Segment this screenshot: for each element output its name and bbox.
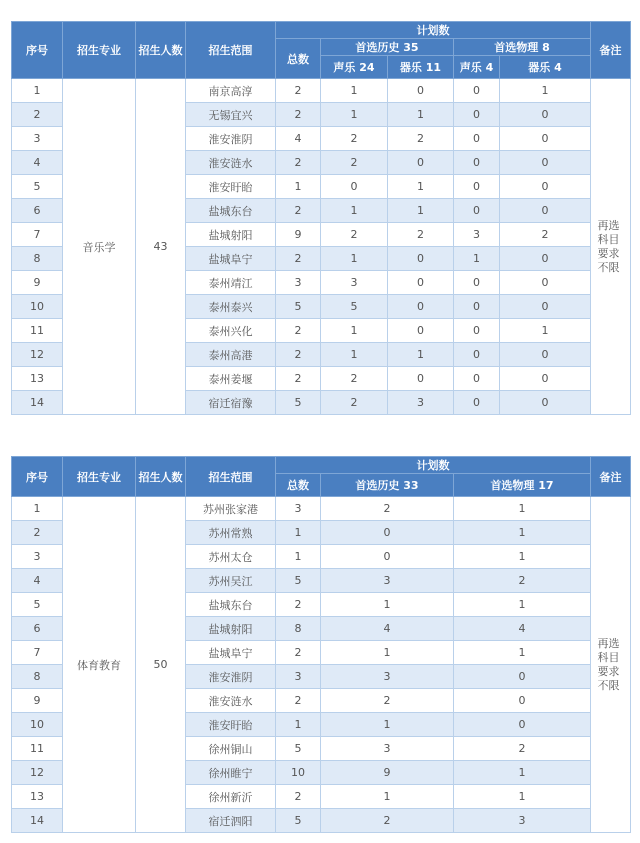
header-seq: 序号 xyxy=(12,22,63,79)
phys-instr-cell: 0 xyxy=(500,343,591,367)
scope-cell: 徐州新沂 xyxy=(186,785,276,809)
phys-instr-cell: 0 xyxy=(500,175,591,199)
phys-vocal-cell: 0 xyxy=(454,151,500,175)
hist-vocal-cell: 1 xyxy=(321,343,388,367)
total-cell: 3 xyxy=(276,271,321,295)
phys-vocal-cell: 0 xyxy=(454,319,500,343)
seq-cell: 10 xyxy=(12,713,63,737)
total-cell: 3 xyxy=(276,665,321,689)
phys-vocal-cell: 0 xyxy=(454,199,500,223)
physics-cell: 1 xyxy=(454,497,591,521)
header-scope: 招生范围 xyxy=(186,22,276,79)
header-history: 首选历史 33 xyxy=(321,474,454,497)
scope-cell: 徐州睢宁 xyxy=(186,761,276,785)
history-cell: 3 xyxy=(321,569,454,593)
phys-vocal-cell: 0 xyxy=(454,271,500,295)
seq-cell: 12 xyxy=(12,761,63,785)
scope-cell: 淮安淮阴 xyxy=(186,127,276,151)
phys-instr-cell: 0 xyxy=(500,367,591,391)
scope-cell: 苏州常熟 xyxy=(186,521,276,545)
scope-cell: 淮安涟水 xyxy=(186,689,276,713)
header-plan: 计划数 xyxy=(276,22,591,39)
note-cell xyxy=(591,79,631,415)
phys-instr-cell: 2 xyxy=(500,223,591,247)
total-cell: 2 xyxy=(276,79,321,103)
hist-vocal-cell: 2 xyxy=(321,223,388,247)
scope-cell: 淮安盱眙 xyxy=(186,713,276,737)
table-row xyxy=(12,497,631,521)
seq-cell: 12 xyxy=(12,343,63,367)
total-cell: 2 xyxy=(276,343,321,367)
seq-cell: 10 xyxy=(12,295,63,319)
total-cell: 8 xyxy=(276,617,321,641)
history-cell: 9 xyxy=(321,761,454,785)
seq-cell: 5 xyxy=(12,593,63,617)
total-cell: 2 xyxy=(276,151,321,175)
phys-instr-cell: 0 xyxy=(500,295,591,319)
seq-cell: 11 xyxy=(12,319,63,343)
scope-cell: 泰州兴化 xyxy=(186,319,276,343)
phys-vocal-cell: 0 xyxy=(454,103,500,127)
total-cell: 2 xyxy=(276,103,321,127)
physics-cell: 1 xyxy=(454,641,591,665)
history-cell: 4 xyxy=(321,617,454,641)
seq-cell: 2 xyxy=(12,103,63,127)
scope-cell: 盐城东台 xyxy=(186,199,276,223)
history-cell: 0 xyxy=(321,521,454,545)
seq-cell: 6 xyxy=(12,199,63,223)
scope-cell: 苏州太仓 xyxy=(186,545,276,569)
header-physics: 首选物理 8 xyxy=(454,39,591,56)
hist-instr-cell: 1 xyxy=(388,343,454,367)
hist-instr-cell: 0 xyxy=(388,319,454,343)
phys-instr-cell: 1 xyxy=(500,79,591,103)
header-scope: 招生范围 xyxy=(186,457,276,497)
physics-cell: 1 xyxy=(454,545,591,569)
seq-cell: 13 xyxy=(12,367,63,391)
header-hist-vocal: 声乐 24 xyxy=(321,56,388,79)
seq-cell: 7 xyxy=(12,641,63,665)
seq-cell: 8 xyxy=(12,247,63,271)
major-cell: 音乐学 xyxy=(63,79,136,415)
scope-cell: 盐城射阳 xyxy=(186,223,276,247)
hist-instr-cell: 2 xyxy=(388,223,454,247)
history-cell: 0 xyxy=(321,545,454,569)
total-cell: 2 xyxy=(276,319,321,343)
history-cell: 2 xyxy=(321,689,454,713)
hist-vocal-cell: 1 xyxy=(321,79,388,103)
hist-instr-cell: 0 xyxy=(388,271,454,295)
history-cell: 3 xyxy=(321,737,454,761)
scope-cell: 无锡宜兴 xyxy=(186,103,276,127)
physics-cell: 1 xyxy=(454,761,591,785)
physics-cell: 0 xyxy=(454,713,591,737)
header-physics: 首选物理 17 xyxy=(454,474,591,497)
scope-cell: 泰州姜堰 xyxy=(186,367,276,391)
hist-vocal-cell: 2 xyxy=(321,127,388,151)
phys-vocal-cell: 3 xyxy=(454,223,500,247)
count-cell: 43 xyxy=(136,79,186,415)
header-major: 招生专业 xyxy=(63,22,136,79)
history-cell: 1 xyxy=(321,785,454,809)
physics-cell: 0 xyxy=(454,665,591,689)
seq-cell: 3 xyxy=(12,545,63,569)
total-cell: 1 xyxy=(276,545,321,569)
total-cell: 9 xyxy=(276,223,321,247)
header-count: 招生人数 xyxy=(136,22,186,79)
phys-instr-cell: 0 xyxy=(500,127,591,151)
total-cell: 2 xyxy=(276,593,321,617)
phys-vocal-cell: 0 xyxy=(454,175,500,199)
hist-instr-cell: 2 xyxy=(388,127,454,151)
hist-instr-cell: 1 xyxy=(388,199,454,223)
history-cell: 1 xyxy=(321,713,454,737)
scope-cell: 盐城东台 xyxy=(186,593,276,617)
hist-vocal-cell: 2 xyxy=(321,391,388,415)
count-cell: 50 xyxy=(136,497,186,833)
physics-cell: 0 xyxy=(454,689,591,713)
scope-cell: 徐州铜山 xyxy=(186,737,276,761)
phys-vocal-cell: 0 xyxy=(454,295,500,319)
total-cell: 2 xyxy=(276,367,321,391)
seq-cell: 6 xyxy=(12,617,63,641)
scope-cell: 苏州张家港 xyxy=(186,497,276,521)
total-cell: 4 xyxy=(276,127,321,151)
physics-cell: 1 xyxy=(454,521,591,545)
phys-instr-cell: 0 xyxy=(500,199,591,223)
seq-cell: 4 xyxy=(12,569,63,593)
seq-cell: 4 xyxy=(12,151,63,175)
hist-instr-cell: 0 xyxy=(388,79,454,103)
history-cell: 1 xyxy=(321,641,454,665)
phys-instr-cell: 0 xyxy=(500,103,591,127)
physics-cell: 2 xyxy=(454,737,591,761)
total-cell: 1 xyxy=(276,713,321,737)
total-cell: 5 xyxy=(276,737,321,761)
table-row xyxy=(12,79,631,103)
pe-plan-table xyxy=(11,456,631,833)
hist-instr-cell: 0 xyxy=(388,247,454,271)
header-total: 总数 xyxy=(276,474,321,497)
hist-vocal-cell: 1 xyxy=(321,103,388,127)
total-cell: 1 xyxy=(276,175,321,199)
music-plan-table xyxy=(11,21,631,415)
hist-vocal-cell: 1 xyxy=(321,199,388,223)
seq-cell: 11 xyxy=(12,737,63,761)
history-cell: 2 xyxy=(321,809,454,833)
header-phys-vocal: 声乐 4 xyxy=(454,56,500,79)
seq-cell: 1 xyxy=(12,497,63,521)
history-cell: 1 xyxy=(321,593,454,617)
phys-vocal-cell: 0 xyxy=(454,343,500,367)
total-cell: 1 xyxy=(276,521,321,545)
hist-instr-cell: 3 xyxy=(388,391,454,415)
phys-vocal-cell: 0 xyxy=(454,127,500,151)
seq-cell: 7 xyxy=(12,223,63,247)
hist-instr-cell: 1 xyxy=(388,175,454,199)
header-plan: 计划数 xyxy=(276,457,591,474)
note-cell xyxy=(591,497,631,833)
phys-vocal-cell: 0 xyxy=(454,367,500,391)
seq-cell: 9 xyxy=(12,271,63,295)
note-text: 再选科目要求不限 xyxy=(597,636,620,692)
total-cell: 2 xyxy=(276,199,321,223)
total-cell: 2 xyxy=(276,785,321,809)
physics-cell: 2 xyxy=(454,569,591,593)
scope-cell: 盐城阜宁 xyxy=(186,247,276,271)
scope-cell: 淮安盱眙 xyxy=(186,175,276,199)
phys-vocal-cell: 1 xyxy=(454,247,500,271)
scope-cell: 泰州高港 xyxy=(186,343,276,367)
total-cell: 2 xyxy=(276,641,321,665)
total-cell: 2 xyxy=(276,689,321,713)
hist-vocal-cell: 3 xyxy=(321,271,388,295)
total-cell: 5 xyxy=(276,391,321,415)
seq-cell: 14 xyxy=(12,391,63,415)
hist-vocal-cell: 2 xyxy=(321,151,388,175)
header-note: 备注 xyxy=(591,457,631,497)
header-major: 招生专业 xyxy=(63,457,136,497)
header-count: 招生人数 xyxy=(136,457,186,497)
total-cell: 3 xyxy=(276,497,321,521)
phys-instr-cell: 0 xyxy=(500,151,591,175)
phys-instr-cell: 0 xyxy=(500,247,591,271)
physics-cell: 1 xyxy=(454,785,591,809)
seq-cell: 1 xyxy=(12,79,63,103)
history-cell: 3 xyxy=(321,665,454,689)
total-cell: 5 xyxy=(276,569,321,593)
seq-cell: 3 xyxy=(12,127,63,151)
major-cell: 体育教育 xyxy=(63,497,136,833)
physics-cell: 3 xyxy=(454,809,591,833)
header-seq: 序号 xyxy=(12,457,63,497)
scope-cell: 盐城射阳 xyxy=(186,617,276,641)
header-hist-instr: 器乐 11 xyxy=(388,56,454,79)
hist-vocal-cell: 1 xyxy=(321,319,388,343)
scope-cell: 淮安涟水 xyxy=(186,151,276,175)
total-cell: 5 xyxy=(276,809,321,833)
scope-cell: 泰州靖江 xyxy=(186,271,276,295)
total-cell: 2 xyxy=(276,247,321,271)
total-cell: 10 xyxy=(276,761,321,785)
total-cell: 5 xyxy=(276,295,321,319)
physics-cell: 4 xyxy=(454,617,591,641)
seq-cell: 9 xyxy=(12,689,63,713)
phys-instr-cell: 0 xyxy=(500,271,591,295)
hist-instr-cell: 0 xyxy=(388,151,454,175)
phys-vocal-cell: 0 xyxy=(454,79,500,103)
header-note: 备注 xyxy=(591,22,631,79)
hist-vocal-cell: 5 xyxy=(321,295,388,319)
header-total: 总数 xyxy=(276,39,321,79)
seq-cell: 13 xyxy=(12,785,63,809)
phys-vocal-cell: 0 xyxy=(454,391,500,415)
header-history: 首选历史 35 xyxy=(321,39,454,56)
history-cell: 2 xyxy=(321,497,454,521)
seq-cell: 5 xyxy=(12,175,63,199)
header-phys-instr: 器乐 4 xyxy=(500,56,591,79)
scope-cell: 苏州吴江 xyxy=(186,569,276,593)
scope-cell: 淮安淮阴 xyxy=(186,665,276,689)
seq-cell: 14 xyxy=(12,809,63,833)
hist-vocal-cell: 2 xyxy=(321,367,388,391)
hist-vocal-cell: 1 xyxy=(321,247,388,271)
seq-cell: 8 xyxy=(12,665,63,689)
hist-instr-cell: 1 xyxy=(388,103,454,127)
hist-vocal-cell: 0 xyxy=(321,175,388,199)
note-text: 再选科目要求不限 xyxy=(597,218,620,274)
hist-instr-cell: 0 xyxy=(388,367,454,391)
physics-cell: 1 xyxy=(454,593,591,617)
scope-cell: 宿迁泗阳 xyxy=(186,809,276,833)
scope-cell: 宿迁宿豫 xyxy=(186,391,276,415)
scope-cell: 泰州泰兴 xyxy=(186,295,276,319)
phys-instr-cell: 1 xyxy=(500,319,591,343)
phys-instr-cell: 0 xyxy=(500,391,591,415)
hist-instr-cell: 0 xyxy=(388,295,454,319)
scope-cell: 南京高淳 xyxy=(186,79,276,103)
scope-cell: 盐城阜宁 xyxy=(186,641,276,665)
seq-cell: 2 xyxy=(12,521,63,545)
